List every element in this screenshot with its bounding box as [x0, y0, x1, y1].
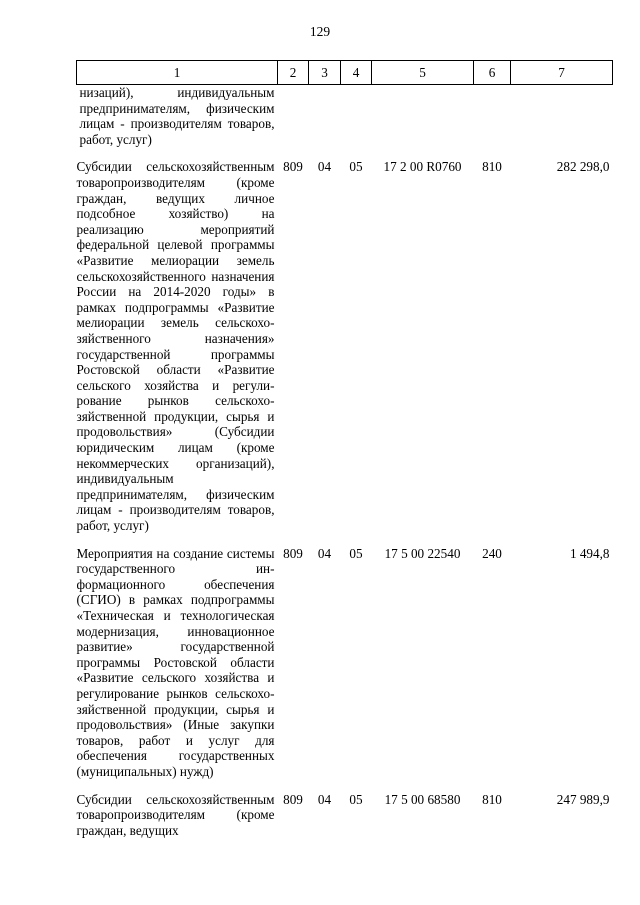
- row-col6: 810: [482, 159, 502, 175]
- column-header-1: 1: [77, 61, 278, 85]
- row-col2: 809: [283, 159, 303, 175]
- row-col6: 810: [482, 791, 502, 807]
- table-row: [77, 159, 613, 545]
- table-row: [77, 792, 613, 851]
- row-col7: 247 989,9: [556, 791, 610, 807]
- row-col3: 04: [317, 791, 332, 807]
- row-col6: 240: [482, 545, 502, 561]
- row-description: Мероприятия на создание системы государственного информационного обеспечения (СГИО) в рамках подпрограммы «Техническая и технологическая модернизация, инновационное развитие» государственной программы Ростовской области «Развитие сельского хозяйства и регулирование рынков сельскохозяйственной продукции, сырья и продовольствия» (Иные закупки товаров, работ и услуг для обеспечения государственных (муниципальных) нужд): [76, 545, 275, 779]
- budget-table: [76, 60, 613, 850]
- table-row-continuation: [77, 85, 613, 160]
- row-col4: 05: [349, 545, 363, 561]
- row-col7: 282 298,0: [556, 159, 610, 175]
- row-col4: 05: [349, 159, 363, 175]
- row-description: Субсидии сельскохозяйственным товаропроизводителям (кроме граждан, ведущих: [76, 791, 275, 838]
- column-header-2: 2: [278, 61, 309, 85]
- row-col7: 1 494,8: [569, 545, 610, 561]
- row-col4: 05: [349, 791, 363, 807]
- column-header-3: 3: [309, 61, 341, 85]
- row-description: Субсидии сельскохозяйственным товаропроизводителям (кроме граждан, ведущих личное подсобное хозяйство) на реализацию мероприятий федеральной целевой программы «Развитие мелиорации земель сельскохозяйственного назначения России на 2014-2020 годы» в рамках подпрограммы «Развитие мелиорации земель сельскохозяйственного назначения» государственной программы Ростовской области «Развитие сельского хозяйства и регулирование рынков сельскохозяйственной продукции, сырья и продовольствия» (Субсидии юридическим лицам (кроме некоммерческих организаций), индивидуальным предпринимателям, физическим лицам - производителям товаров, работ, услуг): [76, 159, 275, 534]
- column-header-4: 4: [341, 61, 372, 85]
- row-col5: 17 5 00 22540: [384, 545, 461, 561]
- row-col2: 809: [283, 545, 303, 561]
- table-row: [77, 546, 613, 792]
- table-header-row: [77, 61, 613, 85]
- row-col3: 04: [317, 159, 332, 175]
- row-col5: 17 2 00 R0760: [383, 159, 462, 175]
- row-col3: 04: [317, 545, 332, 561]
- column-header-5: 5: [372, 61, 474, 85]
- column-header-6: 6: [474, 61, 511, 85]
- row-description: низаций), индивидуальным предпринимателям, физическим лицам - производителям товаров, работ, услуг): [79, 85, 275, 147]
- row-col5: 17 5 00 68580: [384, 791, 461, 807]
- column-header-7: 7: [511, 61, 613, 85]
- row-col2: 809: [283, 791, 303, 807]
- page-number: 129: [309, 24, 331, 39]
